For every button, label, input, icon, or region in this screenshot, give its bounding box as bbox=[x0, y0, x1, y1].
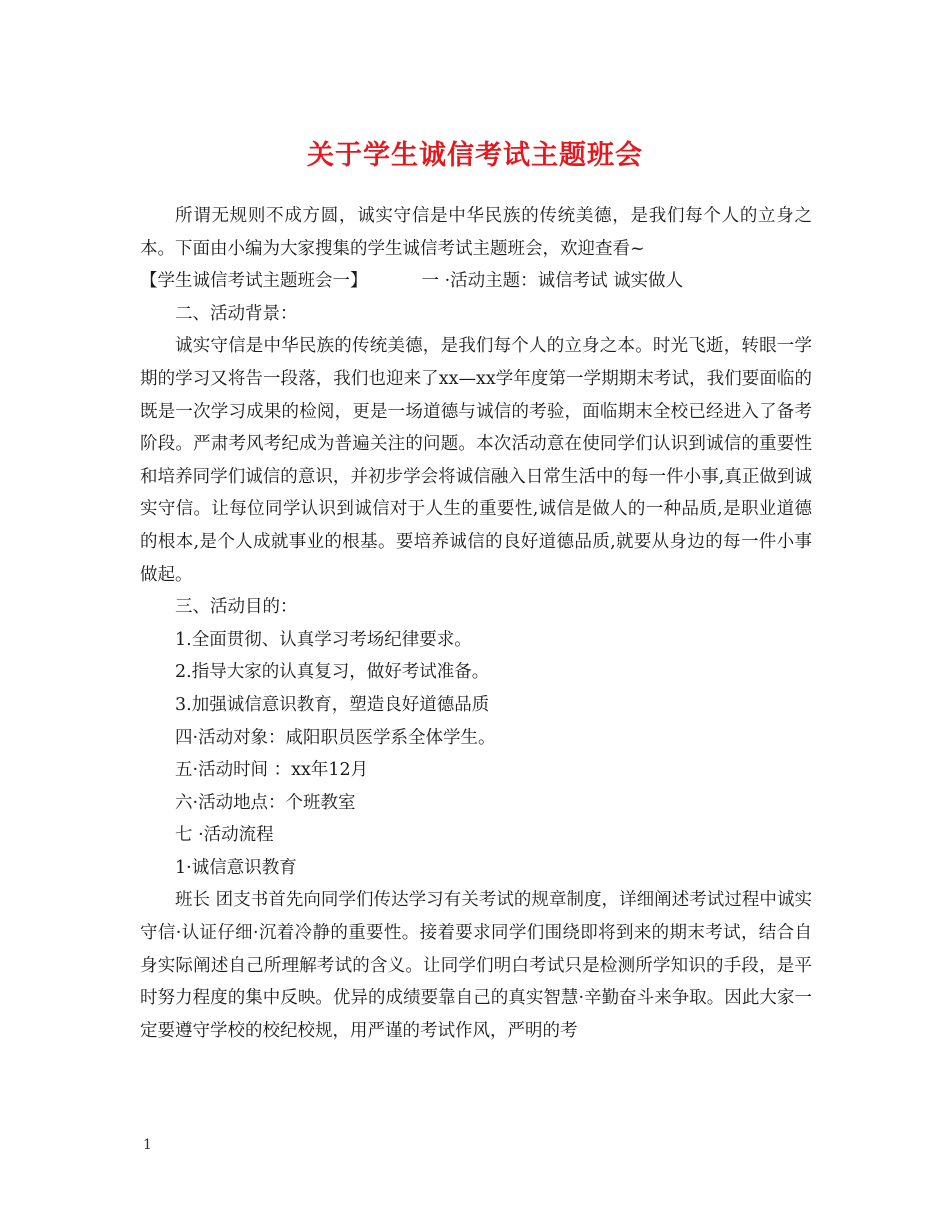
document-title: 关于学生诚信考试主题班会 bbox=[307, 140, 643, 171]
theme-line: 一 ·活动主题：诚信考试 诚实做人 bbox=[421, 271, 684, 292]
document-body bbox=[140, 200, 812, 1047]
goal-heading: 三、活动目的： bbox=[175, 597, 298, 618]
goal-item: 3.加强诚信意识教育，塑造良好道德品质 bbox=[175, 694, 490, 715]
flow-subheading: 1·诚信意识教育 bbox=[175, 857, 297, 878]
goal-item: 1.全面贯彻、认真学习考场纪律要求。 bbox=[175, 629, 472, 650]
intro-paragraph: 所谓无规则不成方圆，诚实守信是中华民族的传统美德，是我们每个人的立身之本。下面由小编为大家搜集的学生诚信考试主题班会，欢迎查看~ bbox=[140, 206, 812, 259]
time-line: 五·活动时间 ：xx年12月 bbox=[175, 760, 369, 781]
target-line: 四·活动对象：咸阳职员医学系全体学生。 bbox=[175, 727, 496, 748]
background-paragraph: 诚实守信是中华民族的传统美德，是我们每个人的立身之本。时光飞逝，转眼一学期的学习又将告一段落，我们也迎来了xx—xx学年度第一学期期末考试，我们要面临的既是一次学习成果的检阅，更是一场道德与诚信的考验，面临期末全校已经进入了备考阶段。严肃考风考纪成为普遍关注的问题。本次活动意在使同学们认识到诚信的重要性和培养同学们诚信的意识，并初步学会将诚信融入日常生活中的每一件小事,真正做到诚实守信。让每位同学认识到诚信对于人生的重要性,诚信是做人的一种品质,是职业道德的根本,是个人成就事业的根基。要培养诚信的良好道德品质,就要从身边的每一件小事做起。 bbox=[140, 336, 812, 585]
flow-paragraph: 班长 团支书首先向同学们传达学习有关考试的规章制度，详细阐述考试过程中诚实守信·认证仔细·沉着冷静的重要性。接着要求同学们围绕即将到来的期末考试，结合自身实际阐述自己所理解考试的含义。让同学们明白考试只是检测所学知识的手段，是平时努力程度的集中反映。优异的成绩要靠自己的真实智慧·辛勤奋斗来争取。因此大家一定要遵守学校的校纪校规，用严谨的考试作风，严明的考 bbox=[140, 890, 812, 1041]
goal-item: 2.指导大家的认真复习，做好考试准备。 bbox=[175, 662, 490, 683]
page-number: 1 bbox=[143, 1137, 152, 1153]
background-heading: 二、活动背景： bbox=[175, 303, 298, 324]
place-line: 六·活动地点：个班教室 bbox=[175, 792, 356, 813]
section-header-line bbox=[140, 265, 812, 298]
flow-heading: 七 ·活动流程 bbox=[175, 825, 274, 846]
section-label: 【学生诚信考试主题班会一】 bbox=[140, 271, 368, 292]
